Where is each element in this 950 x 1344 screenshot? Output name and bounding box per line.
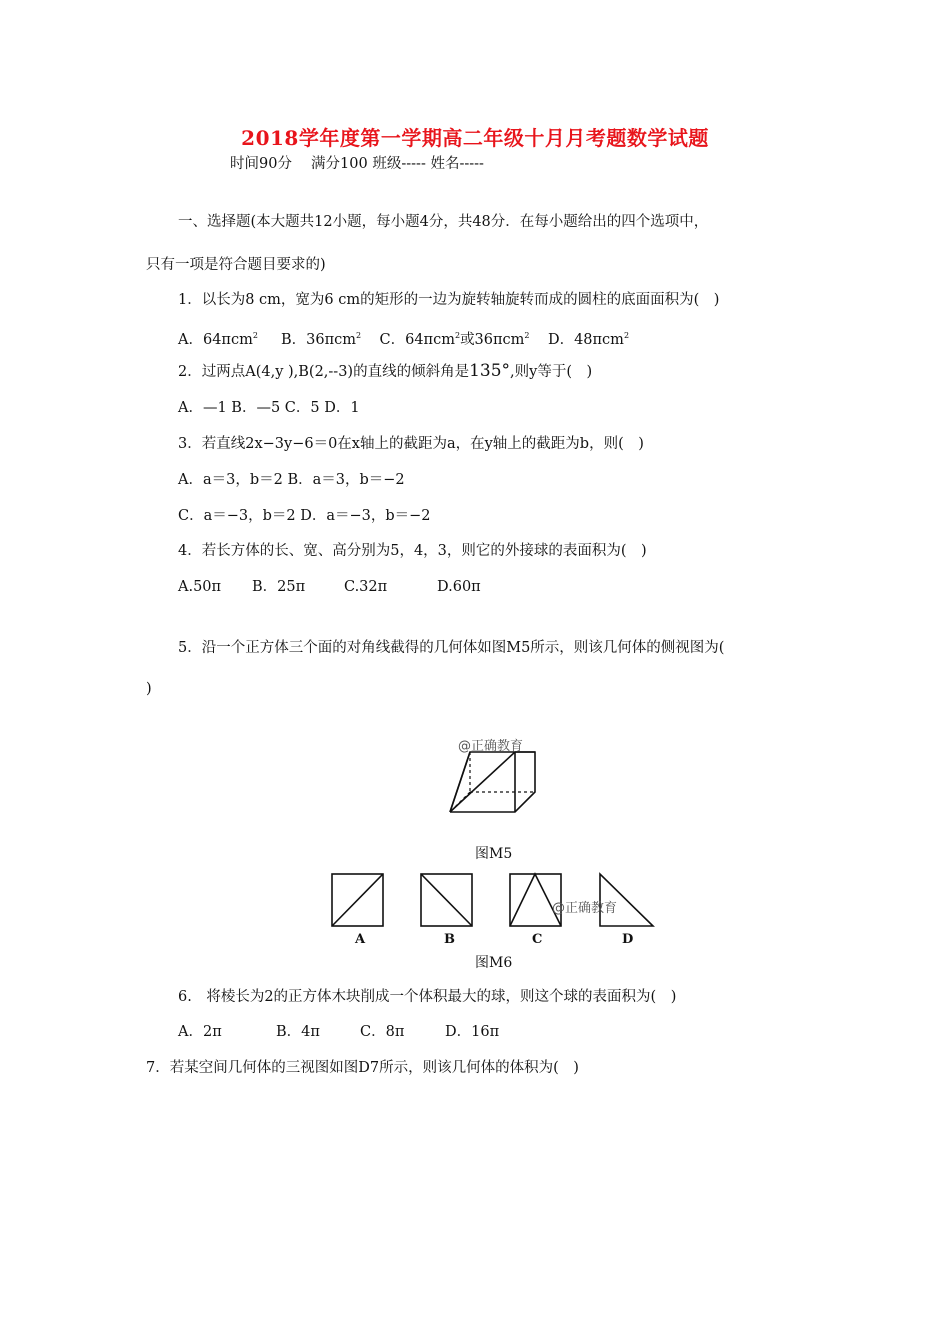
question-5-stem-cont: ) [146,681,152,697]
q6-option-b: B．4π [276,1024,320,1040]
question-7-stem: 7．若某空间几何体的三视图如图D7所示，则该几何体的体积为( ) [146,1060,579,1076]
figure-m6-choices [330,872,660,930]
watermark-text-2: @正确教育 [552,901,618,916]
choice-d-triangle [600,874,653,926]
question-2-stem: 2．过两点A(4,y ),B(2,--3)的直线的倾斜角是135°,则y等于( ) [178,361,593,381]
choice-label-a: A [355,932,366,947]
q4-option-b: B．25π [252,579,306,595]
q6-option-c: C．8π [360,1024,405,1040]
q4-option-c: C.32π [344,579,388,595]
q4-option-d: D.60π [437,579,481,595]
exam-title: 2018学年度第一学期高二年级十月月考题数学试题 [241,126,709,150]
figure-m5-caption: 图M5 [475,846,513,862]
choice-label-b: B [444,932,455,947]
q1-option-c: C．64πcm$^2$或36πcm$^2$ [379,331,530,348]
question-1-stem: 1．以长为8 cm，宽为6 cm的矩形的一边为旋转轴旋转而成的圆柱的底面面积为( ) [178,292,720,308]
q1-option-b: B．36πcm$^2$ [280,331,362,348]
question-2-options: A．—1 B．—5 C．5 D．1 [178,400,360,416]
choice-b-diagonal [421,874,472,926]
question-5-stem: 5．沿一个正方体三个面的对角线截得的几何体如图M5所示，则该几何体的侧视图为( [178,640,725,656]
choice-c-square [510,874,561,926]
question-1-options [178,326,629,350]
figure-m5-solid [440,734,550,816]
watermark-text: @正确教育 [458,739,524,754]
q6-option-d: D．16π [445,1024,500,1040]
section-instructions-line2: 只有一项是符合题目要求的) [146,257,326,273]
question-4-stem: 4．若长方体的长、宽、高分别为5，4，3，则它的外接球的表面积为( ) [178,543,647,559]
choice-label-d: D [622,932,634,947]
choice-a-diagonal [332,874,383,926]
question-3-options-ab: A．a＝3，b＝2 B．a＝3，b＝−2 [178,472,405,488]
choice-label-c: C [532,932,543,947]
figure-m6-caption: 图M6 [475,955,513,971]
q4-option-a: A.50π [178,579,222,595]
section-instructions-line1: 一、选择题(本大题共12小题，每小题4分，共48分．在每小题给出的四个选项中， [178,214,709,230]
choice-c-triangle [510,874,561,926]
question-3-stem: 3．若直线2x−3y−6＝0在x轴上的截距为a，在y轴上的截距为b，则( ) [178,436,644,452]
question-3-options-cd: C．a＝−3，b＝2 D．a＝−3，b＝−2 [178,508,431,524]
q1-option-d: D．48πcm$^2$ [547,331,630,348]
q1-option-a: A．64πcm$^2$ [178,331,258,348]
header-info: 时间90分 满分100 班级----- 姓名----- [230,156,484,172]
question-6-stem: 6. 将棱长为2的正方体木块削成一个体积最大的球，则这个球的表面积为( ) [178,989,677,1005]
q6-option-a: A．2π [178,1024,222,1040]
